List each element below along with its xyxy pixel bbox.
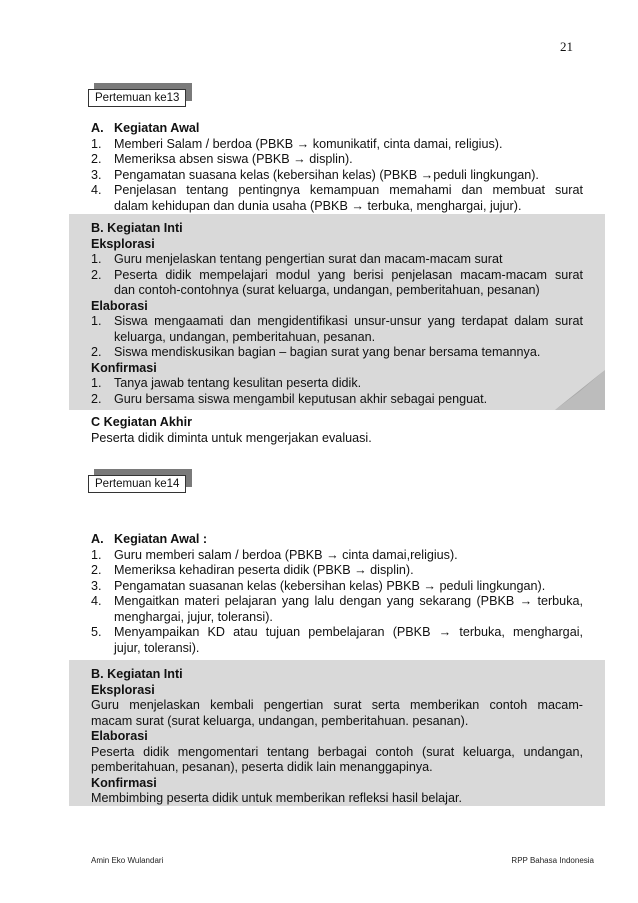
section-heading: C Kegiatan Akhir <box>91 415 193 429</box>
subheading-eksplorasi: Eksplorasi <box>91 682 155 697</box>
section-heading: Kegiatan Awal : <box>114 532 208 546</box>
list-item: 3. Pengamatan suasana kelas (kebersihan kelas) (PBKB →peduli lingkungan). <box>91 167 539 182</box>
list-item-continuation: dan contoh-contohnya (surat keluarga, undangan, pemberitahuan, pesanan) <box>114 283 540 297</box>
m13-kegiatan-inti-box <box>69 214 605 410</box>
list-item: 2. Peserta didik mempelajari modul yang berisi penjelasan macam-macam surat <box>91 267 583 282</box>
section-heading: B. Kegiatan Inti <box>91 221 183 235</box>
list-item: 1. Siswa mengaamati dan mengidentifikasi unsur-unsur yang terdapat dalam surat <box>91 314 583 328</box>
subheading-konfirmasi: Konfirmasi <box>91 775 157 790</box>
list-item: 1. Memberi Salam / berdoa (PBKB → komunikatif, cinta damai, religius). <box>91 136 503 151</box>
subheading-konfirmasi: Konfirmasi <box>91 360 157 375</box>
list-item: 1. Guru menjelaskan tentang pengertian surat dan macam-macam surat <box>91 252 503 266</box>
paragraph-line: Membimbing peserta didik untuk memberikan refleksi hasil belajar. <box>91 791 462 805</box>
list-item: 2. Guru bersama siswa mengambil keputusan akhir sebagai penguat. <box>91 391 488 406</box>
list-item: 2. Memeriksa kehadiran peserta didik (PBKB → displin). <box>91 563 414 577</box>
list-item: 2. Memeriksa absen siswa (PBKB → displin). <box>91 152 353 166</box>
meeting-13-title: Pertemuan ke13 <box>88 89 186 107</box>
list-item-continuation: jujur, toleransi). <box>114 640 200 655</box>
m13-kegiatan-awal <box>91 121 583 214</box>
m14-kegiatan-inti-box <box>69 660 605 806</box>
section-heading: Kegiatan Awal <box>114 121 200 135</box>
section-letter: A. <box>91 121 104 135</box>
list-item: 1. Guru memberi salam / berdoa (PBKB → cinta damai,religius). <box>91 547 458 562</box>
subheading-elaborasi: Elaborasi <box>91 729 148 743</box>
paragraph-line: macam surat (surat keluarga, undangan, pemberitahuan. pesanan). <box>91 713 469 728</box>
section-heading: B. Kegiatan Inti <box>91 667 183 681</box>
list-item-continuation: menghargai, jujur, toleransi). <box>114 609 273 624</box>
list-item: 2. Siswa mendiskusikan bagian – bagian surat yang benar bersama temannya. <box>91 345 541 359</box>
meeting-14-label <box>88 475 186 493</box>
footer-title: RPP Bahasa Indonesia <box>511 856 594 865</box>
meeting-13-label <box>88 89 186 107</box>
subheading-elaborasi: Elaborasi <box>91 298 148 313</box>
page-curl-decoration <box>549 370 609 414</box>
list-item: 3. Pengamatan suasanan kelas (kebersihan kelas) PBKB → peduli lingkungan). <box>91 578 546 593</box>
page-number: 21 <box>560 39 573 54</box>
paragraph-line: pemberitahuan, pesanan), peserta didik lain menanggapinya. <box>91 760 433 774</box>
meeting-14-title: Pertemuan ke14 <box>88 475 186 493</box>
m14-kegiatan-awal <box>91 532 583 656</box>
list-item-continuation: keluarga, undangan, pemberitahuan, pesanan. <box>114 329 376 344</box>
list-item-continuation: dalam kehidupan dan dunia usaha (PBKB → terbuka, menghargai, jujur). <box>114 198 522 213</box>
subheading-eksplorasi: Eksplorasi <box>91 236 155 251</box>
paragraph-line: Peserta didik mengomentari tentang berbagai contoh (surat keluarga, undangan, <box>91 744 583 759</box>
footer-author: Amin Eko Wulandari <box>91 856 164 865</box>
list-item: 5. Menyampaikan KD atau tujuan pembelajaran (PBKB → terbuka, menghargai, <box>91 625 583 639</box>
paragraph-line: Guru menjelaskan kembali pengertian surat serta memberikan contoh macam- <box>91 698 583 712</box>
list-item: 4. Mengaitkan materi pelajaran yang lalu dengan yang sekarang (PBKB → terbuka, <box>91 594 583 608</box>
m13-kegiatan-akhir <box>91 415 583 446</box>
list-item: 1. Tanya jawab tentang kesulitan peserta didik. <box>91 376 362 390</box>
section-letter: A. <box>91 532 104 546</box>
list-item: 4. Penjelasan tentang pentingnya kemampuan memahami dan membuat surat <box>91 183 583 197</box>
paragraph: Peserta didik diminta untuk mengerjakan evaluasi. <box>91 430 372 445</box>
